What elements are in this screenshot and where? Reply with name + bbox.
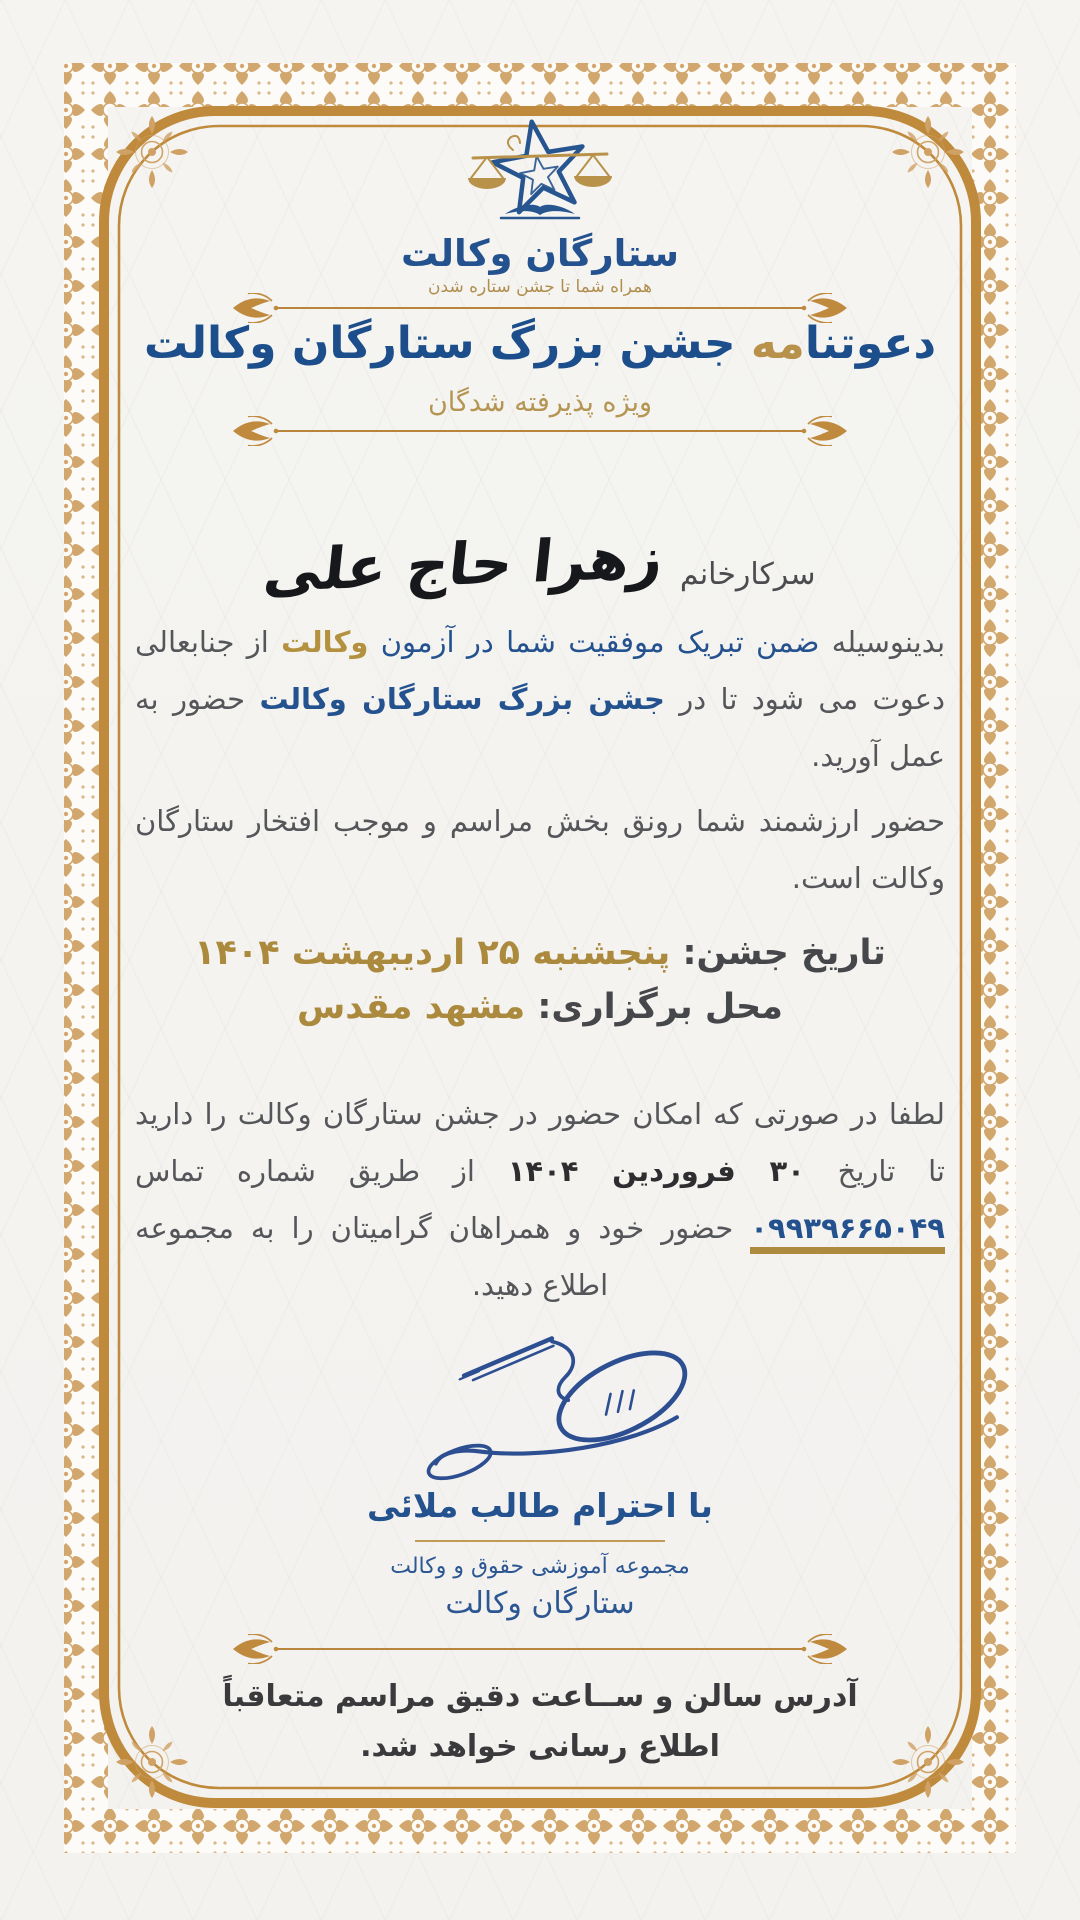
date-label: تاریخ جشن: bbox=[682, 933, 886, 973]
body-text-blue: ضمن تبریک موفقیت شما در آزمون bbox=[368, 625, 820, 659]
title-subtitle: ویژه پذیرفته شدگان bbox=[427, 387, 653, 418]
footer-note bbox=[135, 1672, 945, 1772]
body-text: حضور به عمل آورید. bbox=[135, 682, 945, 773]
recipient-prefix: سرکارخانم bbox=[679, 557, 816, 592]
rsvp-text: لطفا در صورتی که امکان حضور در جشن ستارگان وکالت را دارید تا تاریخ bbox=[135, 1097, 946, 1188]
event-date-row bbox=[135, 926, 945, 980]
rsvp-deadline: ۳۰ فروردین ۱۴۰۴ bbox=[507, 1154, 805, 1188]
rsvp-text: از طریق شماره تماس bbox=[135, 1154, 508, 1188]
title-part-gold: مه bbox=[750, 318, 805, 369]
body-paragraph-2: حضور ارزشمند شما رونق بخش مراسم و موجب افتخار ستارگان وکالت است. bbox=[135, 804, 945, 895]
body-text-blue-bold: جشن بزرگ ستارگان وکالت bbox=[259, 682, 665, 716]
rsvp-paragraph bbox=[135, 1086, 945, 1314]
signature-divider-line bbox=[415, 1540, 665, 1542]
body-text: از جنابعالی دعوت می شود تا در bbox=[135, 625, 945, 716]
divider-icon bbox=[230, 416, 850, 446]
event-details bbox=[135, 926, 945, 1035]
brand-name: ستارگان وکالت bbox=[400, 232, 680, 275]
venue-value: مشهد مقدس bbox=[297, 987, 526, 1028]
body-text-gold: وکالت bbox=[281, 625, 369, 659]
page-title bbox=[135, 318, 945, 369]
handwritten-signature-icon bbox=[320, 1328, 760, 1488]
title-part-blue: دعوتنا bbox=[804, 318, 937, 369]
organization-line1: مجموعه آموزشی حقوق و وکالت bbox=[390, 1554, 690, 1579]
recipient-line bbox=[135, 523, 945, 605]
invitation-body bbox=[135, 614, 945, 915]
signature-block bbox=[135, 1328, 945, 1492]
contact-phone-number[interactable]: ۰۹۹۳۹۶۶۵۰۴۹ bbox=[750, 1211, 945, 1254]
frame-band-right bbox=[972, 63, 1016, 1853]
footer-line1: آدرس سالن و ســاعت دقیق مراسم متعاقباً bbox=[222, 1679, 858, 1714]
star-scales-book-logo-icon bbox=[435, 114, 645, 232]
title-part-blue2: جشن بزرگ ستارگان وکالت bbox=[143, 318, 751, 369]
footer-line2: اطلاع رسانی خواهد شد. bbox=[360, 1729, 720, 1764]
divider-icon bbox=[230, 1634, 850, 1664]
recipient-name: زهرا حاج علی bbox=[260, 523, 667, 605]
frame-band-left bbox=[64, 63, 108, 1853]
venue-label: محل برگزاری: bbox=[537, 987, 783, 1028]
date-value: پنجشنبه ۲۵ اردیبهشت ۱۴۰۴ bbox=[194, 933, 671, 973]
signoff: با احترام طالب ملائی bbox=[367, 1486, 713, 1525]
organization-line2: ستارگان وکالت bbox=[445, 1586, 635, 1621]
brand-tagline: همراه شما تا جشن ستاره شدن bbox=[428, 277, 652, 297]
invitation-content bbox=[135, 0, 945, 1920]
event-venue-row bbox=[135, 980, 945, 1034]
rsvp-text: حضور خود و همراهان گرامیتان را به مجموعه اطلاع دهید. bbox=[135, 1211, 751, 1302]
body-text: بدینوسیله bbox=[819, 625, 946, 659]
body-paragraph-1 bbox=[135, 614, 945, 785]
logo bbox=[135, 114, 945, 236]
